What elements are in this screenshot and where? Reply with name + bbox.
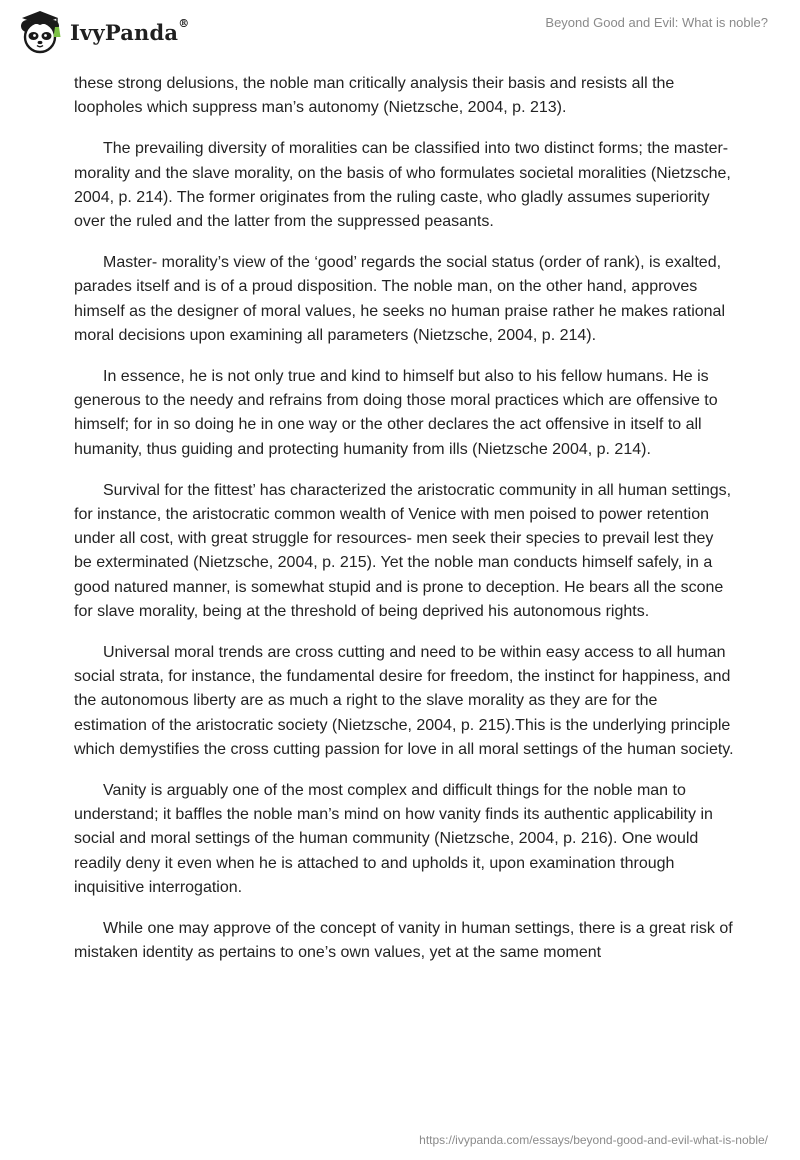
paragraph: these strong delusions, the noble man critically analysis their basis and resists all the loopholes which suppress man’s autonomy (Nietzsche, 2004, p. 213).: [74, 75, 675, 117]
page-header: [0, 0, 800, 68]
paragraph: Master- morality’s view of the ‘good’ regards the social status (order of rank), is exalted, parades itself and is of a proud disposition. The noble man, on the other hand, approves himself as the designer of moral values, he seeks no human praise rather he makes rational moral decisions upon examining all parameters (Nietzsche, 2004, p. 214).: [74, 254, 726, 344]
paragraph: Vanity is arguably one of the most complex and difficult things for the noble man to understand; it baffles the noble man’s mind on how vanity finds its authentic applicability in social and moral settings of the human community (Nietzsche, 2004, p. 216). One would readily deny it even when he is attached to and upholds it, upon examination through inquisitive interrogation.: [74, 782, 713, 896]
paragraph: The prevailing diversity of moralities can be classified into two distinct forms; the master- morality and the slave morality, on the basis of who formulates societal moralities (Nietzsche, 2004, p. 214). The former originates from the ruling caste, who gladly assumes superiority over the ruled and the latter from the suppressed peasants.: [74, 140, 731, 231]
paragraph: In essence, he is not only true and kind to himself but also to his fellow humans. He is generous to the needy and refrains from doing those moral practices which are offensive to himself; for in so doing he in one way or the other declares the act offensive in itself to all humanity, thus guiding and protecting humanity from ills (Nietzsche 2004, p. 214).: [74, 368, 718, 458]
paragraph: Survival for the fittest’ has characterized the aristocratic community in all human settings, for instance, the aristocratic common wealth of Venice with men poised to power retention under all cost, with great struggle for resources- men seek their species to prevail lest they be exterminated (Nietzsche, 2004, p. 215). Yet the noble man conducts himself safely, in a good natured manner, is somewhat stupid and is prone to deception. He bears all the scone for slave morality, being at the threshold of being deprived his autonomous rights.: [74, 481, 732, 620]
essay-body: [74, 72, 734, 983]
brand-name: IvyPanda®: [70, 16, 190, 45]
panda-graduation-cap-icon: [16, 8, 64, 56]
paragraph: Universal moral trends are cross cutting and need to be within easy access to all human social strata, for instance, the fundamental desire for freedom, the instinct for happiness, and the autonomous liberty are as much a right to the slave morality as they are for the estimation of the aristocratic society (Nietzsche, 2004, p. 215).This is the underlying principle which demystifies the cross cutting passion for love in all moral settings of the human society.: [74, 644, 734, 758]
source-url-link[interactable]: https://ivypanda.com/essays/beyond-good-and-evil-what-is-noble/: [419, 1133, 768, 1147]
document-title: Beyond Good and Evil: What is noble?: [545, 15, 768, 30]
brand-logo-link[interactable]: [16, 8, 189, 56]
paragraph: While one may approve of the concept of vanity in human settings, there is a great risk of mistaken identity as pertains to one’s own values, yet at the same moment: [74, 920, 733, 962]
